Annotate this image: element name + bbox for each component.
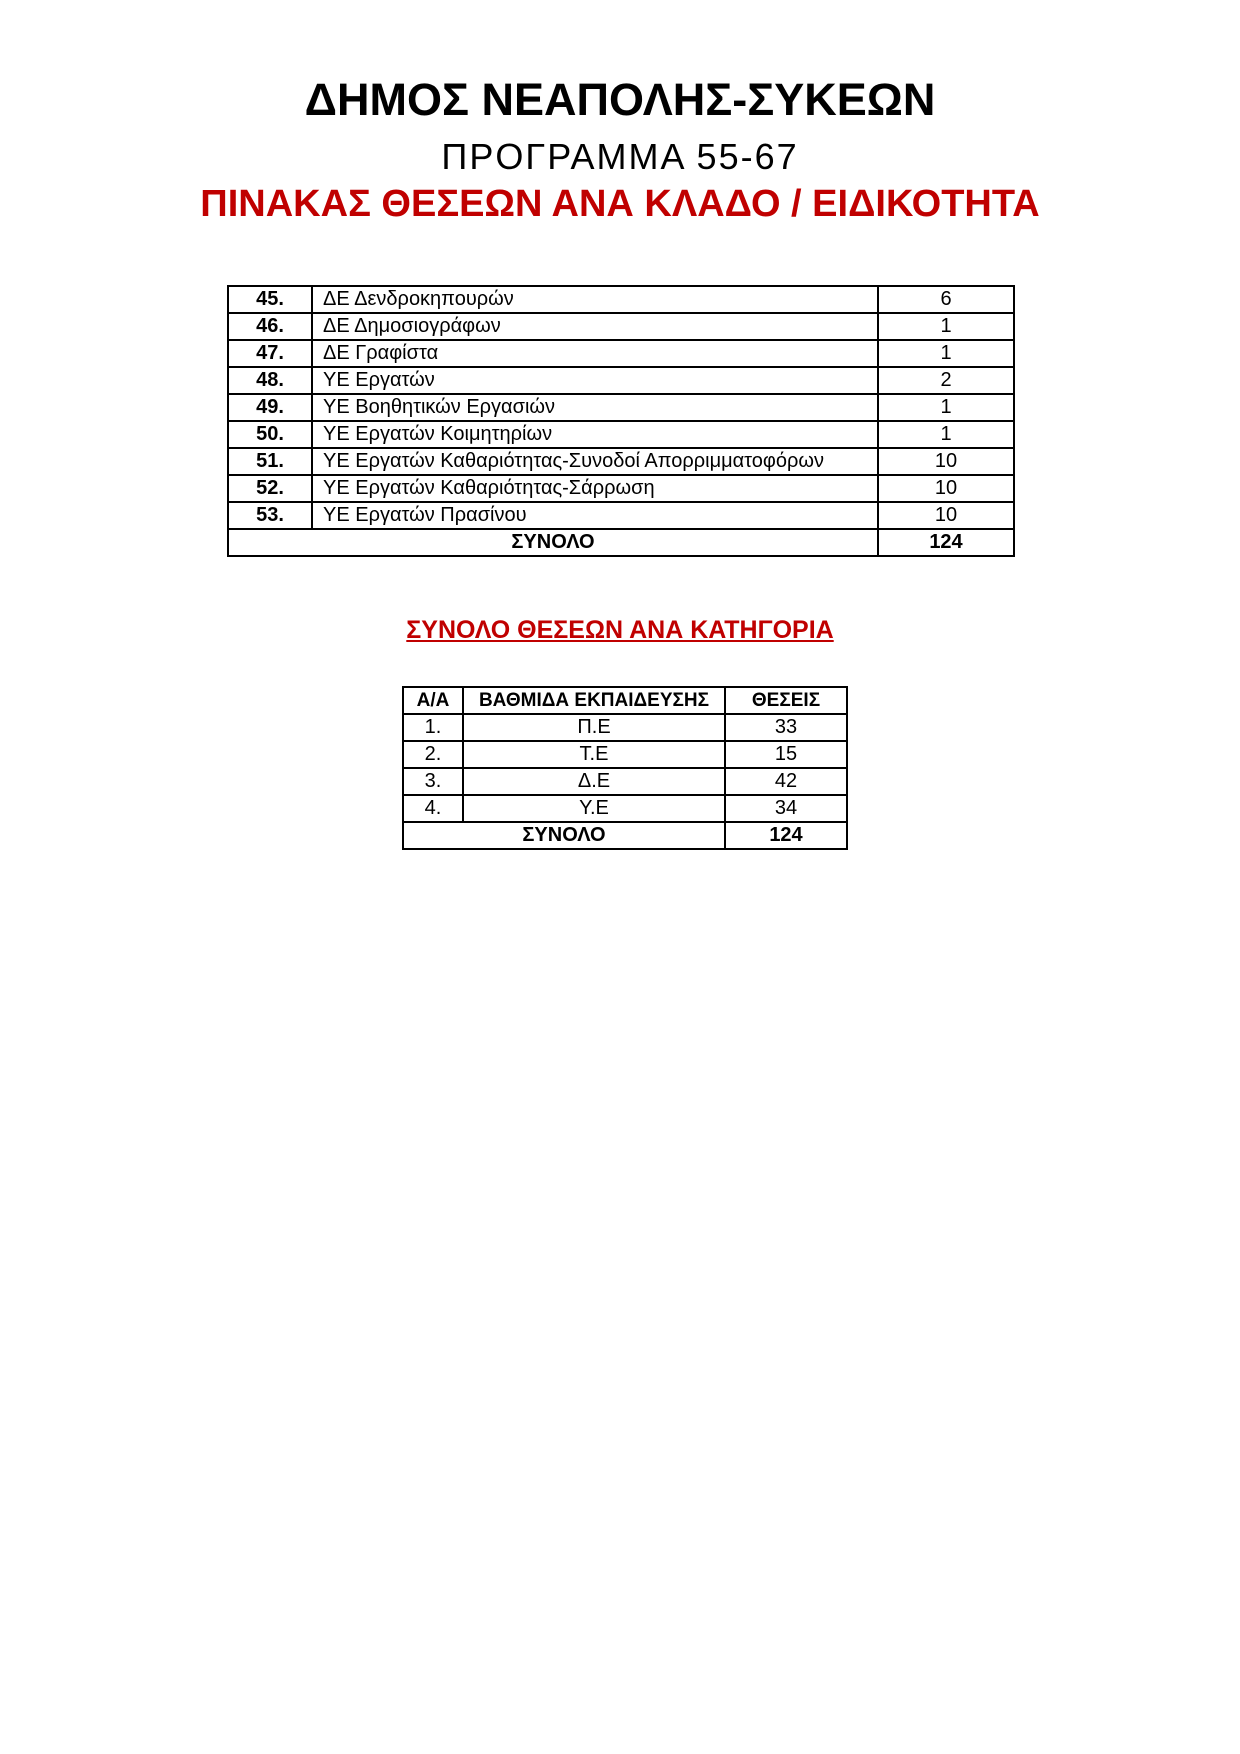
table-row	[403, 795, 847, 822]
position-count: 6	[878, 286, 1014, 313]
table-row	[228, 313, 1014, 340]
total-row	[403, 822, 847, 849]
row-number: 47.	[228, 340, 312, 367]
total-label: ΣΥΝΟΛΟ	[228, 529, 878, 556]
table-row	[228, 340, 1014, 367]
specialty-name: ΥΕ Εργατών	[312, 367, 878, 394]
row-number: 48.	[228, 367, 312, 394]
specialty-name: ΥΕ Εργατών Καθαριότητας-Συνοδοί Απορριμματοφόρων	[312, 448, 878, 475]
row-aa: 3.	[403, 768, 463, 795]
row-number: 51.	[228, 448, 312, 475]
row-number: 52.	[228, 475, 312, 502]
header-positions: ΘΕΣΕΙΣ	[725, 687, 847, 714]
specialty-name: ΥΕ Εργατών Καθαριότητας-Σάρρωση	[312, 475, 878, 502]
summary-header-row	[403, 687, 847, 714]
position-count: 10	[878, 448, 1014, 475]
table-row	[403, 741, 847, 768]
specialty-name: ΔΕ Δημοσιογράφων	[312, 313, 878, 340]
positions-count: 34	[725, 795, 847, 822]
education-level: Δ.Ε	[463, 768, 725, 795]
summary-table	[402, 686, 848, 850]
table-row	[403, 768, 847, 795]
table-row	[228, 421, 1014, 448]
education-level: Υ.Ε	[463, 795, 725, 822]
summary-title: ΣΥΝΟΛΟ ΘΕΣΕΩΝ ΑΝΑ ΚΑΤΗΓΟΡΙΑ	[406, 616, 834, 644]
row-number: 46.	[228, 313, 312, 340]
header-education-level: ΒΑΘΜΙΔΑ ΕΚΠΑΙΔΕΥΣΗΣ	[463, 687, 725, 714]
positions-count: 33	[725, 714, 847, 741]
row-aa: 4.	[403, 795, 463, 822]
positions-table-title: ΠΙΝΑΚΑΣ ΘΕΣΕΩΝ ΑΝΑ ΚΛΑΔΟ / ΕΙΔΙΚΟΤΗΤΑ	[200, 183, 1040, 225]
table-row	[228, 394, 1014, 421]
total-value: 124	[878, 529, 1014, 556]
table-row	[228, 502, 1014, 529]
row-number: 53.	[228, 502, 312, 529]
table-row	[228, 367, 1014, 394]
specialty-name: ΥΕ Εργατών Πρασίνου	[312, 502, 878, 529]
header-aa: Α/Α	[403, 687, 463, 714]
position-count: 10	[878, 502, 1014, 529]
summary-total-value: 124	[725, 822, 847, 849]
position-count: 1	[878, 313, 1014, 340]
education-level: Τ.Ε	[463, 741, 725, 768]
positions-count: 15	[725, 741, 847, 768]
row-number: 50.	[228, 421, 312, 448]
specialty-name: ΥΕ Βοηθητικών Εργασιών	[312, 394, 878, 421]
table-row	[228, 475, 1014, 502]
program-subtitle: ΠΡΟΓΡΑΜΜΑ 55-67	[441, 136, 799, 177]
table-row	[228, 286, 1014, 313]
position-count: 1	[878, 394, 1014, 421]
position-count: 1	[878, 421, 1014, 448]
total-row	[228, 529, 1014, 556]
position-count: 2	[878, 367, 1014, 394]
position-count: 10	[878, 475, 1014, 502]
row-aa: 1.	[403, 714, 463, 741]
summary-total-label: ΣΥΝΟΛΟ	[403, 822, 725, 849]
municipality-title: ΔΗΜΟΣ ΝΕΑΠΟΛΗΣ-ΣΥΚΕΩΝ	[304, 74, 936, 125]
specialty-name: ΥΕ Εργατών Κοιμητηρίων	[312, 421, 878, 448]
row-aa: 2.	[403, 741, 463, 768]
education-level: Π.Ε	[463, 714, 725, 741]
positions-count: 42	[725, 768, 847, 795]
row-number: 49.	[228, 394, 312, 421]
position-count: 1	[878, 340, 1014, 367]
table-row	[228, 448, 1014, 475]
specialty-name: ΔΕ Δενδροκηπουρών	[312, 286, 878, 313]
positions-table	[227, 285, 1015, 557]
specialty-name: ΔΕ Γραφίστα	[312, 340, 878, 367]
table-row	[403, 714, 847, 741]
row-number: 45.	[228, 286, 312, 313]
